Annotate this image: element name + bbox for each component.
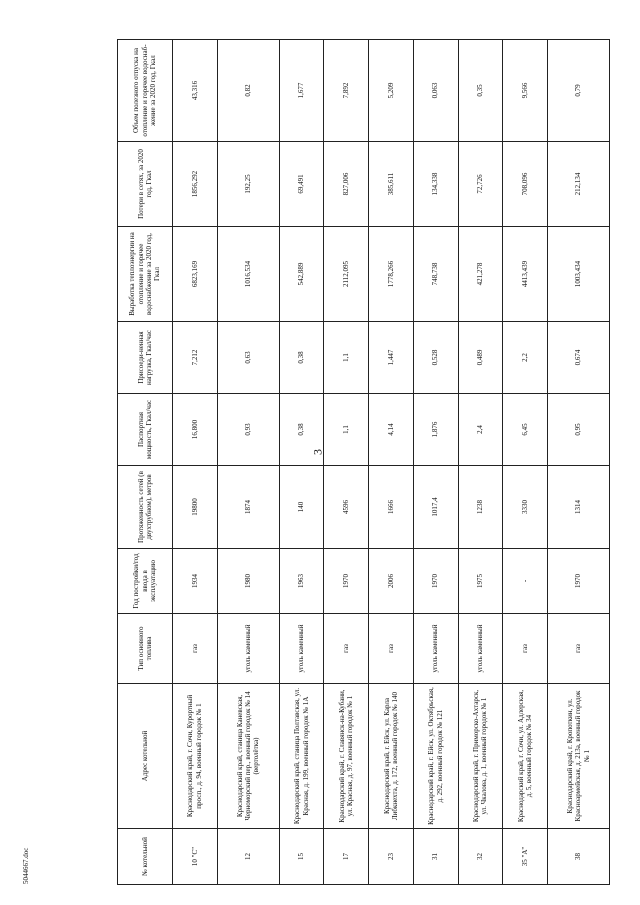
cell-fuel-type: газ	[324, 614, 369, 684]
cell-fuel-type: уголь каменный	[458, 614, 503, 684]
cell-connected-load: 0,528	[413, 322, 458, 394]
cell-number: 32	[458, 829, 503, 885]
cell-network-length: 19800	[173, 466, 218, 549]
cell-connected-load: 0,63	[217, 322, 279, 394]
cell-rated-capacity: 0,95	[547, 394, 609, 466]
header-connected-load: Присоеди-ненная нагрузка, Гкал/час	[118, 322, 173, 394]
cell-heat-output: 1003,434	[547, 227, 609, 322]
cell-address: Краснодарский край, г. Сочи, Курортный просп., д. 94, военный городок № 1	[173, 684, 218, 829]
cell-fuel-type: газ	[369, 614, 414, 684]
cell-heat-output: 421,278	[458, 227, 503, 322]
table-row	[173, 40, 218, 885]
cell-network-length: 140	[279, 466, 324, 549]
cell-year: 2006	[369, 549, 414, 614]
cell-heat-output: 6823,169	[173, 227, 218, 322]
cell-network-losses: 212,134	[547, 142, 609, 227]
cell-number: 23	[369, 829, 414, 885]
table-row	[503, 40, 548, 885]
cell-number: 38	[547, 829, 609, 885]
header-fuel-type: Тип основного топлива	[118, 614, 173, 684]
cell-useful-supply: 5,209	[369, 40, 414, 142]
table-row	[413, 40, 458, 885]
page-number: 3	[310, 449, 325, 455]
cell-network-length: 3330	[503, 466, 548, 549]
boiler-table-container	[117, 40, 610, 885]
cell-network-length: 1238	[458, 466, 503, 549]
cell-heat-output: 4413,439	[503, 227, 548, 322]
cell-heat-output: 2112,095	[324, 227, 369, 322]
cell-address: Краснодарский край, г. Ейск, ул. Октябрьская, д. 292, военный городок № 121	[413, 684, 458, 829]
cell-rated-capacity: 2,4	[458, 394, 503, 466]
cell-useful-supply: 9,566	[503, 40, 548, 142]
cell-address: Краснодарский край, г. Ейск, ул. Карла Либкнехта, д. 172, военный городок № 140	[369, 684, 414, 829]
header-address: Адрес котельной	[118, 684, 173, 829]
cell-useful-supply: 0,063	[413, 40, 458, 142]
cell-heat-output: 748,738	[413, 227, 458, 322]
cell-rated-capacity: 0,93	[217, 394, 279, 466]
cell-connected-load: 0,38	[279, 322, 324, 394]
cell-fuel-type: уголь каменный	[413, 614, 458, 684]
cell-fuel-type: газ	[547, 614, 609, 684]
cell-network-length: 1017,4	[413, 466, 458, 549]
cell-year: 1934	[173, 549, 218, 614]
cell-year: 1970	[413, 549, 458, 614]
table-header-row	[118, 40, 173, 885]
cell-address: Краснодарский край, г. Сочи, ул. Адлерская, д. 5, военный городок № 34	[503, 684, 548, 829]
cell-number: 12	[217, 829, 279, 885]
cell-fuel-type: газ	[173, 614, 218, 684]
cell-network-length: 1874	[217, 466, 279, 549]
cell-useful-supply: 0,82	[217, 40, 279, 142]
cell-year: 1970	[324, 549, 369, 614]
cell-network-losses: 134,338	[413, 142, 458, 227]
cell-heat-output: 542,889	[279, 227, 324, 322]
cell-address: Краснодарский край, г. Славянск-на-Кубани, ул. Красная, д. 97, военный городок № 1	[324, 684, 369, 829]
table-row	[369, 40, 414, 885]
table-row	[279, 40, 324, 885]
cell-address: Краснодарский край, станица Полтавская, ул. Красная, д. 199, военный городок № 1А	[279, 684, 324, 829]
header-heat-output: Выработка теплоэнергии на отопление и горячее водоснабжение за 2020 год, Гкал	[118, 227, 173, 322]
cell-year: -	[503, 549, 548, 614]
cell-address: Краснодарский край, станица Каневская, Черноморский пер., военный городок № 14 (вертолётка)	[217, 684, 279, 829]
cell-fuel-type: уголь каменный	[279, 614, 324, 684]
cell-network-losses: 192,25	[217, 142, 279, 227]
cell-fuel-type: уголь каменный	[217, 614, 279, 684]
cell-network-losses: 708,096	[503, 142, 548, 227]
cell-year: 1980	[217, 549, 279, 614]
cell-heat-output: 1778,266	[369, 227, 414, 322]
cell-rated-capacity: 1,876	[413, 394, 458, 466]
table-row	[458, 40, 503, 885]
cell-connected-load: 1,447	[369, 322, 414, 394]
cell-heat-output: 1016,534	[217, 227, 279, 322]
header-network-losses: Потери в сетях, за 2020 год, Гкал	[118, 142, 173, 227]
header-year: Год постройки/год ввода в эксплуатацию	[118, 549, 173, 614]
cell-connected-load: 2,2	[503, 322, 548, 394]
cell-useful-supply: 43,316	[173, 40, 218, 142]
cell-rated-capacity: 4,14	[369, 394, 414, 466]
cell-connected-load: 7,212	[173, 322, 218, 394]
header-rated-capacity: Паспортная мощность, Гкал/час	[118, 394, 173, 466]
table-row	[324, 40, 369, 885]
cell-network-losses: 69,491	[279, 142, 324, 227]
cell-connected-load: 0,489	[458, 322, 503, 394]
cell-network-losses: 1856,292	[173, 142, 218, 227]
cell-network-length: 1314	[547, 466, 609, 549]
cell-year: 1975	[458, 549, 503, 614]
header-useful-supply: Объем полезного отпуска на отопление и горячее водоснаб-жение за 2020 год, Гкал	[118, 40, 173, 142]
cell-useful-supply: 1,677	[279, 40, 324, 142]
cell-year: 1963	[279, 549, 324, 614]
cell-rated-capacity: 16,800	[173, 394, 218, 466]
cell-year: 1970	[547, 549, 609, 614]
cell-fuel-type: газ	[503, 614, 548, 684]
table-row	[217, 40, 279, 885]
cell-useful-supply: 7,892	[324, 40, 369, 142]
cell-address: Краснодарский край, г. Кропоткин, ул. Красноармейская, д. 213а, военный городок № 1	[547, 684, 609, 829]
cell-rated-capacity: 6,45	[503, 394, 548, 466]
header-number: № котельной	[118, 829, 173, 885]
boiler-table	[117, 39, 610, 885]
cell-network-losses: 827,006	[324, 142, 369, 227]
cell-rated-capacity: 0,38	[279, 394, 324, 466]
header-network-length: Протяженность сетей (в двухтрубном), метров	[118, 466, 173, 549]
cell-network-length: 4596	[324, 466, 369, 549]
cell-number: 10 "С"	[173, 829, 218, 885]
cell-connected-load: 1,1	[324, 322, 369, 394]
cell-number: 17	[324, 829, 369, 885]
cell-number: 31	[413, 829, 458, 885]
cell-network-losses: 72,726	[458, 142, 503, 227]
cell-rated-capacity: 1,1	[324, 394, 369, 466]
table-row	[547, 40, 609, 885]
cell-network-length: 1666	[369, 466, 414, 549]
cell-useful-supply: 0,35	[458, 40, 503, 142]
cell-address: Краснодарский край, г. Приморско-Ахтарск, ул. Чкалова, д. 1, военный городок № 1	[458, 684, 503, 829]
cell-connected-load: 0,674	[547, 322, 609, 394]
cell-number: 15	[279, 829, 324, 885]
document-filename: 5044667.doc	[22, 847, 30, 884]
cell-number: 35 "А"	[503, 829, 548, 885]
cell-useful-supply: 0,79	[547, 40, 609, 142]
cell-network-losses: 385,611	[369, 142, 414, 227]
